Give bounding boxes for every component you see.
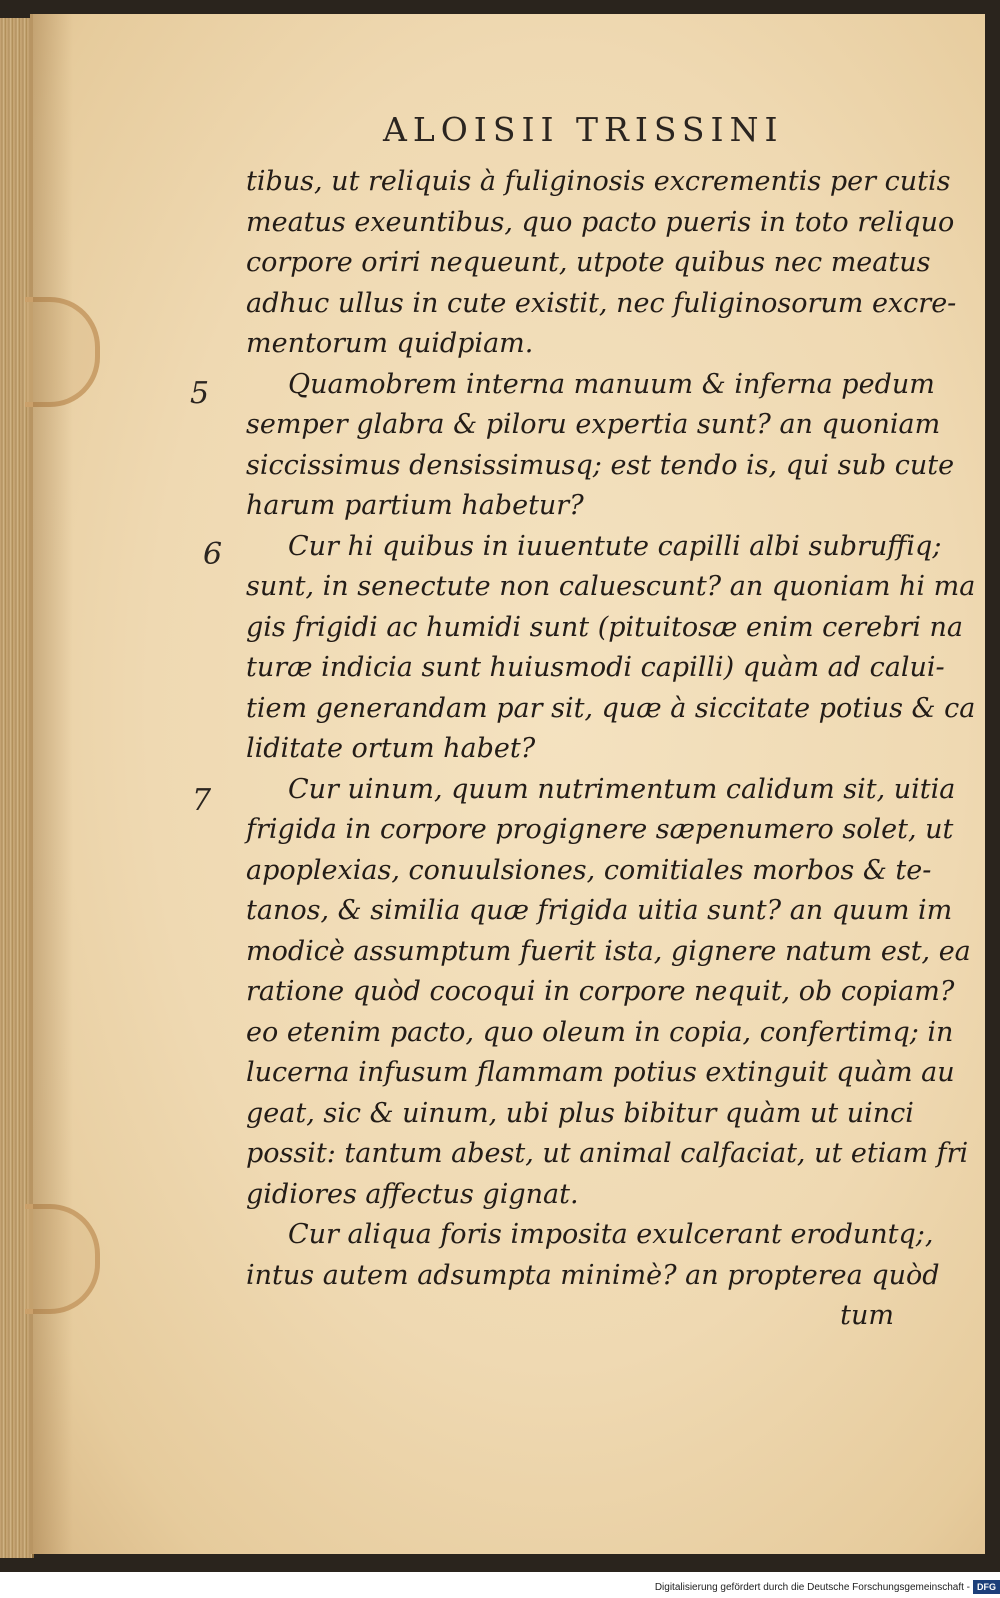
text-line: Cur aliqua foris imposita exulcerant eroduntq;, [288, 1219, 934, 1250]
page-edges [0, 18, 34, 1558]
credit-text: Digitalisierung gefördert durch die Deutsche Forschungsgemeinschaft - [654, 1582, 970, 1593]
body-text [246, 162, 976, 1337]
text-line: harum partium habetur? [246, 490, 584, 521]
text-line: liditate ortum habet? [246, 733, 536, 764]
text-line: tibus, ut reliquis à fuliginosis excrementis per cutis [246, 166, 951, 197]
running-head: ALOISII TRISSINI [383, 110, 784, 149]
text-line: eo etenim pacto, quo oleum in copia, confertimq; in [246, 1016, 954, 1048]
digitization-credit [560, 1578, 1000, 1598]
text-line: gidiores affectus gignat. [246, 1178, 579, 1210]
text-line: lucerna infusum flammam potius extinguit quàm au [246, 1057, 955, 1088]
dfg-logo-icon: DFG [973, 1580, 1000, 1594]
text-line: possit: tantum abest, ut animal calfaciat, ut etiam fri [246, 1138, 969, 1169]
clasp-icon [25, 297, 100, 407]
text-line: geat, sic & uinum, ubi plus bibitur quàm ut uinci [246, 1097, 914, 1129]
margin-number: 6 [203, 537, 223, 572]
text-line: meatus exeuntibus, quo pacto pueris in toto reliquo [246, 206, 955, 238]
text-line: gis frigidi ac humidi sunt (pituitosæ enim cerebri na [246, 611, 964, 643]
text-line: tanos, & similia quæ frigida uitia sunt? an quum im [246, 895, 953, 926]
text-line: mentorum quidpiam. [246, 328, 534, 359]
text-line: siccissimus densissimusq; est tendo is, qui sub cute [246, 449, 955, 481]
text-line: ratione quòd cocoqui in corpore nequit, ob copiam? [246, 976, 955, 1007]
margin-number: 7 [192, 783, 212, 818]
catchword: tum [840, 1300, 894, 1331]
text-line: Cur hi quibus in iuuentute capilli albi subruffiq; [288, 530, 942, 562]
text-line: turæ indicia sunt huiusmodi capilli) quàm ad calui- [246, 652, 945, 683]
margin-number: 5 [190, 376, 210, 411]
text-line: tiem generandam par sit, quæ à siccitate potius & ca [246, 692, 976, 724]
text-line: intus autem adsumpta minimè? an propterea quòd [246, 1259, 940, 1291]
text-line: semper glabra & piloru expertia sunt? an quoniam [246, 409, 941, 440]
text-line: apoplexias, conuulsiones, comitiales morbos & te- [246, 854, 932, 886]
text-line: sunt, in senectute non caluescunt? an quoniam hi ma [246, 571, 976, 602]
text-line: adhuc ullus in cute existit, nec fuliginosorum excre- [246, 287, 957, 319]
text-line: Quamobrem interna manuum & inferna pedum [288, 368, 935, 400]
text-line: frigida in corpore progignere sæpenumero solet, ut [246, 814, 954, 845]
text-line: corpore oriri nequeunt, utpote quibus nec meatus [246, 247, 931, 278]
clasp-icon [25, 1204, 100, 1314]
text-line: Cur uinum, quum nutrimentum calidum sit, uitia [288, 773, 956, 805]
text-line: modicè assumptum fuerit ista, gignere natum est, ea [246, 935, 971, 967]
